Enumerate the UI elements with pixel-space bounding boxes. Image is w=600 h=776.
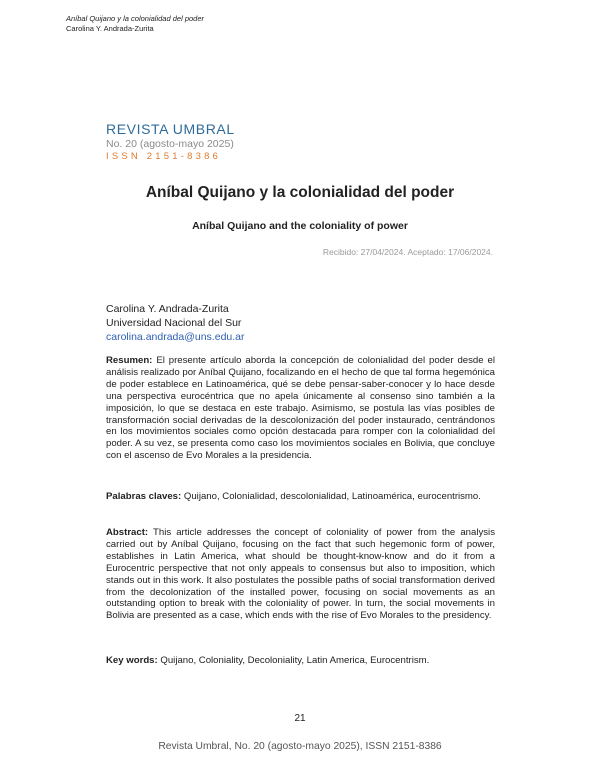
running-head [66, 14, 204, 34]
journal-masthead [106, 121, 235, 162]
resumen-label: Resumen: [106, 355, 153, 366]
journal-name: REVISTA UMBRAL [106, 121, 235, 137]
resumen-text: El presente artículo aborda la concepción de colonialidad del poder desde el análisis realizado por Aníbal Quijano, focalizando en el hecho de que tal forma hegemónica de poder establece en Latinoamérica, qué se debe pensar-saber-conocer y lo hace desde una perspectiva eurocéntrica que no apela únicamente al consenso sino también a la imposición, lo que se destaca en este trabajo. Asimismo, se postula las vías posibles de transformación social derivadas de la descolonización del poder instaurado, centrándonos en los movimientos sociales como opción destacada para romper con la colonialidad del poder. A su vez, se presenta como caso los movimientos sociales en Bolivia, que concluye con el ascenso de Evo Morales a la presidencia. [106, 355, 495, 462]
page-footer: Revista Umbral, No. 20 (agosto-mayo 2025), ISSN 2151-8386 [158, 741, 442, 752]
article-subtitle: Aníbal Quijano and the coloniality of power [192, 220, 408, 232]
resumen-paragraph [106, 355, 495, 462]
palabras-claves-text: Quijano, Colonialidad, descolonialidad, Latinoamérica, eurocentrismo. [181, 491, 481, 502]
author-name: Carolina Y. Andrada-Zurita [106, 303, 229, 315]
article-dates: Recibido: 27/04/2024. Aceptado: 17/06/2024. [322, 247, 493, 257]
keywords-text: Quijano, Coloniality, Decoloniality, Latin America, Eurocentrism. [157, 655, 430, 666]
article-title: Aníbal Quijano y la colonialidad del poder [145, 184, 455, 201]
abstract-label: Abstract: [106, 527, 149, 538]
running-head-author: Carolina Y. Andrada-Zurita [66, 24, 154, 33]
author-email-link[interactable]: carolina.andrada@uns.edu.ar [106, 331, 245, 343]
abstract-paragraph [106, 527, 495, 622]
keywords-label: Key words: [106, 655, 158, 666]
running-head-title: Aníbal Quijano y la colonialidad del poder [66, 14, 205, 23]
journal-issue: No. 20 (agosto-mayo 2025) [106, 138, 234, 150]
author-affiliation: Universidad Nacional del Sur [106, 317, 242, 329]
author-block [106, 302, 245, 344]
palabras-claves-paragraph [106, 491, 495, 503]
journal-issn: ISSN 2151-8386 [106, 151, 222, 162]
page-number: 21 [294, 713, 306, 724]
keywords-paragraph [106, 655, 495, 667]
abstract-text: This article addresses the concept of coloniality of power from the analysis carried out by Aníbal Quijano, focusing on the fact that such hegemonic form of power, establishes in Latin America, what should be thought-know-know and do it from a Eurocentric perspective that not only appeals to consensus but also to imposition, which stands out in this work. It also postulates the possible paths of social transformation derived from the decolonization of the installed power, focusing on social movements as an outstanding option to break with the coloniality of power. In turn, the social movements in Bolivia are presented as a case, which ends with the rise of Evo Morales to the presidency. [106, 527, 495, 622]
palabras-claves-label: Palabras claves: [106, 491, 182, 502]
